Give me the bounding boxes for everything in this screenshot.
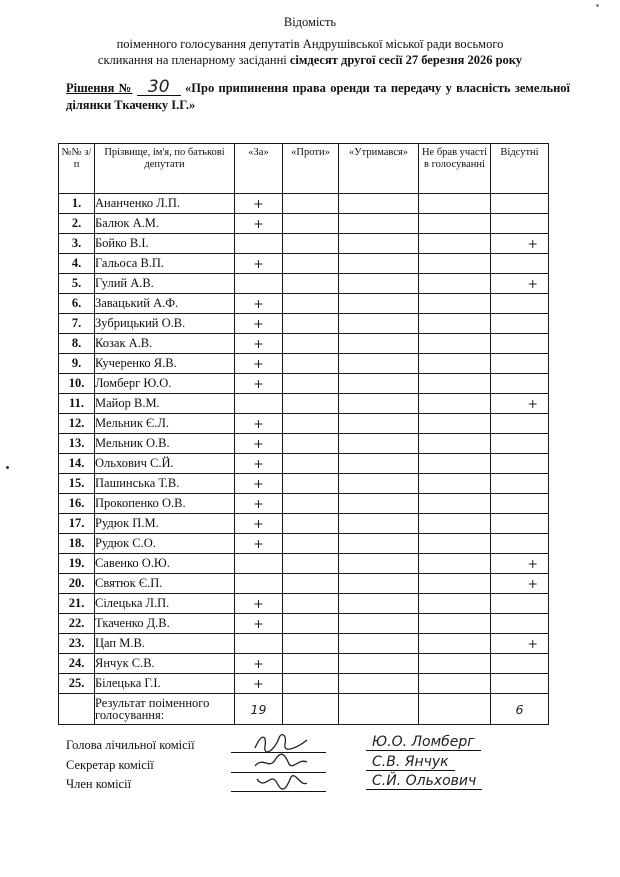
total-row	[59, 694, 549, 725]
vote-against-cell	[283, 254, 339, 274]
not-voted-cell	[419, 614, 491, 634]
document-title: Відомість	[283, 15, 337, 29]
not-voted-cell	[419, 194, 491, 214]
row-number: 16.	[59, 494, 95, 514]
table-row	[59, 454, 549, 474]
vote-for-mark: +	[235, 374, 283, 394]
absent-mark	[491, 494, 549, 514]
vote-against-cell	[283, 514, 339, 534]
table-row	[59, 374, 549, 394]
absent-mark	[491, 674, 549, 694]
absent-mark	[491, 594, 549, 614]
total-label: Результат поіменного голосування:	[95, 694, 235, 725]
absent-mark	[491, 354, 549, 374]
row-number: 25.	[59, 674, 95, 694]
absent-mark: +	[491, 574, 549, 594]
vote-against-cell	[283, 474, 339, 494]
row-number: 8.	[59, 334, 95, 354]
vote-abstained-cell	[339, 454, 419, 474]
vote-against-cell	[283, 594, 339, 614]
signature-name: С.В. Янчук	[366, 754, 455, 771]
total-empty-cell	[59, 694, 95, 725]
vote-for-mark	[235, 274, 283, 294]
vote-for-mark: +	[235, 454, 283, 474]
not-voted-cell	[419, 534, 491, 554]
vote-abstained-cell	[339, 634, 419, 654]
vote-for-mark: +	[235, 594, 283, 614]
col-header-against: «Проти»	[283, 144, 339, 194]
not-voted-cell	[419, 234, 491, 254]
deputy-name: Балюк А.М.	[95, 214, 235, 234]
table-row	[59, 654, 549, 674]
vote-abstained-cell	[339, 294, 419, 314]
absent-mark	[491, 414, 549, 434]
table-row	[59, 314, 549, 334]
table-row	[59, 534, 549, 554]
deputy-name: Савенко О.Ю.	[95, 554, 235, 574]
signature-row-secretary	[66, 754, 566, 776]
not-voted-cell	[419, 334, 491, 354]
not-voted-cell	[419, 374, 491, 394]
vote-for-mark	[235, 394, 283, 414]
vote-against-cell	[283, 554, 339, 574]
vote-for-mark: +	[235, 474, 283, 494]
table-row	[59, 574, 549, 594]
table-row	[59, 594, 549, 614]
vote-against-cell	[283, 654, 339, 674]
signature-role: Член комісії	[66, 777, 132, 791]
table-row	[59, 474, 549, 494]
signature-role: Голова лічильної комісії	[66, 738, 195, 752]
total-not-voted	[419, 694, 491, 725]
row-number: 5.	[59, 274, 95, 294]
deputy-name: Ломберг Ю.О.	[95, 374, 235, 394]
vote-against-cell	[283, 274, 339, 294]
vote-abstained-cell	[339, 394, 419, 414]
table-row	[59, 354, 549, 374]
not-voted-cell	[419, 474, 491, 494]
row-number: 13.	[59, 434, 95, 454]
not-voted-cell	[419, 674, 491, 694]
row-number: 3.	[59, 234, 95, 254]
deputy-name: Гулий А.В.	[95, 274, 235, 294]
vote-against-cell	[283, 374, 339, 394]
deputy-name: Янчук С.В.	[95, 654, 235, 674]
table-row	[59, 194, 549, 214]
absent-mark	[491, 374, 549, 394]
absent-mark	[491, 654, 549, 674]
vote-against-cell	[283, 574, 339, 594]
row-number: 17.	[59, 514, 95, 534]
vote-against-cell	[283, 494, 339, 514]
vote-against-cell	[283, 314, 339, 334]
deputy-name: Мельник О.В.	[95, 434, 235, 454]
not-voted-cell	[419, 554, 491, 574]
absent-mark: +	[491, 554, 549, 574]
scan-speck	[6, 466, 9, 469]
signature-name: Ю.О. Ломберг	[366, 734, 481, 751]
decision-title: «Про припинення права оренди та передачу у власність земельної ділянки Ткаченку І.Г.»	[66, 81, 571, 112]
vote-against-cell	[283, 534, 339, 554]
not-voted-cell	[419, 594, 491, 614]
absent-mark	[491, 194, 549, 214]
signature-scribble	[251, 769, 311, 793]
not-voted-cell	[419, 314, 491, 334]
session-date: сімдесят другої сесії 27 березня 2026 року	[289, 53, 523, 67]
absent-mark	[491, 314, 549, 334]
table-row	[59, 494, 549, 514]
deputy-name: Кучеренко Я.В.	[95, 354, 235, 374]
vote-against-cell	[283, 234, 339, 254]
vote-for-mark: +	[235, 494, 283, 514]
vote-for-mark: +	[235, 294, 283, 314]
table-row	[59, 394, 549, 414]
deputy-name: Майор В.М.	[95, 394, 235, 414]
col-header-number: №№ з/п	[59, 144, 95, 194]
not-voted-cell	[419, 394, 491, 414]
absent-mark	[491, 474, 549, 494]
deputy-name: Ольхович С.Й.	[95, 454, 235, 474]
deputy-name: Пашинська Т.В.	[95, 474, 235, 494]
not-voted-cell	[419, 454, 491, 474]
absent-mark	[491, 454, 549, 474]
deputy-name: Козак А.В.	[95, 334, 235, 354]
session-line-start: скликання на пленарному засіданні	[97, 53, 290, 67]
absent-mark: +	[491, 394, 549, 414]
table-row	[59, 294, 549, 314]
deputy-name: Завацький А.Ф.	[95, 294, 235, 314]
absent-mark	[491, 534, 549, 554]
vote-for-mark: +	[235, 314, 283, 334]
vote-against-cell	[283, 614, 339, 634]
table-row	[59, 334, 549, 354]
vote-for-mark: +	[235, 514, 283, 534]
vote-against-cell	[283, 394, 339, 414]
not-voted-cell	[419, 254, 491, 274]
row-number: 4.	[59, 254, 95, 274]
vote-against-cell	[283, 194, 339, 214]
vote-table-header	[59, 144, 549, 194]
not-voted-cell	[419, 354, 491, 374]
vote-for-mark: +	[235, 674, 283, 694]
deputy-name: Бойко В.І.	[95, 234, 235, 254]
vote-for-mark: +	[235, 214, 283, 234]
row-number: 9.	[59, 354, 95, 374]
not-voted-cell	[419, 274, 491, 294]
deputy-name: Мельник Є.Л.	[95, 414, 235, 434]
not-voted-cell	[419, 214, 491, 234]
vote-against-cell	[283, 334, 339, 354]
absent-mark: +	[491, 234, 549, 254]
col-header-abstained: «Утримався»	[339, 144, 419, 194]
vote-for-mark: +	[235, 334, 283, 354]
table-row	[59, 634, 549, 654]
vote-for-mark	[235, 574, 283, 594]
table-row	[59, 554, 549, 574]
vote-table	[58, 143, 549, 725]
absent-mark	[491, 514, 549, 534]
total-for: 19	[235, 694, 283, 725]
col-header-for: «За»	[235, 144, 283, 194]
deputy-name: Прокопенко О.В.	[95, 494, 235, 514]
row-number: 1.	[59, 194, 95, 214]
total-abstained	[339, 694, 419, 725]
signature-name: С.Й. Ольхович	[366, 773, 482, 790]
vote-abstained-cell	[339, 574, 419, 594]
table-row	[59, 514, 549, 534]
deputy-name: Рудюк П.М.	[95, 514, 235, 534]
absent-mark	[491, 434, 549, 454]
signature-row-member	[66, 773, 566, 795]
vote-abstained-cell	[339, 334, 419, 354]
deputy-name: Сілецька Л.П.	[95, 594, 235, 614]
vote-abstained-cell	[339, 254, 419, 274]
decision-label: Рішення №	[66, 81, 133, 95]
vote-abstained-cell	[339, 514, 419, 534]
decision-number: 30	[137, 80, 181, 96]
deputy-name: Зубрицький О.В.	[95, 314, 235, 334]
vote-abstained-cell	[339, 654, 419, 674]
row-number: 12.	[59, 414, 95, 434]
signature-row-chair	[66, 734, 566, 756]
vote-for-mark: +	[235, 534, 283, 554]
row-number: 23.	[59, 634, 95, 654]
col-header-name: Прізвище, ім'я, по батькові депутати	[95, 144, 235, 194]
vote-abstained-cell	[339, 434, 419, 454]
not-voted-cell	[419, 494, 491, 514]
table-row	[59, 674, 549, 694]
vote-abstained-cell	[339, 674, 419, 694]
col-header-not-voted: Не брав участі в голосуванні	[419, 144, 491, 194]
vote-for-mark	[235, 554, 283, 574]
vote-against-cell	[283, 454, 339, 474]
document-subtitle: поіменного голосування депутатів Андрушівської міської ради восьмого	[116, 37, 504, 51]
table-row	[59, 214, 549, 234]
vote-against-cell	[283, 294, 339, 314]
deputy-name: Рудюк С.О.	[95, 534, 235, 554]
vote-abstained-cell	[339, 474, 419, 494]
absent-mark	[491, 214, 549, 234]
vote-for-mark: +	[235, 654, 283, 674]
decision-heading	[66, 77, 571, 114]
vote-against-cell	[283, 434, 339, 454]
table-row	[59, 414, 549, 434]
row-number: 10.	[59, 374, 95, 394]
vote-for-mark: +	[235, 194, 283, 214]
table-row	[59, 434, 549, 454]
vote-abstained-cell	[339, 494, 419, 514]
not-voted-cell	[419, 634, 491, 654]
not-voted-cell	[419, 574, 491, 594]
row-number: 22.	[59, 614, 95, 634]
signature-role: Секретар комісії	[66, 758, 154, 772]
table-row	[59, 234, 549, 254]
row-number: 7.	[59, 314, 95, 334]
absent-mark	[491, 334, 549, 354]
row-number: 21.	[59, 594, 95, 614]
absent-mark	[491, 614, 549, 634]
vote-for-mark: +	[235, 354, 283, 374]
vote-against-cell	[283, 634, 339, 654]
vote-abstained-cell	[339, 614, 419, 634]
vote-against-cell	[283, 214, 339, 234]
absent-mark	[491, 254, 549, 274]
col-header-absent: Відсутні	[491, 144, 549, 194]
vote-for-mark: +	[235, 614, 283, 634]
vote-abstained-cell	[339, 594, 419, 614]
scan-speck	[596, 4, 599, 7]
table-row	[59, 254, 549, 274]
row-number: 19.	[59, 554, 95, 574]
vote-for-mark: +	[235, 254, 283, 274]
vote-for-mark	[235, 634, 283, 654]
deputy-name: Ананченко Л.П.	[95, 194, 235, 214]
row-number: 15.	[59, 474, 95, 494]
absent-mark	[491, 294, 549, 314]
vote-abstained-cell	[339, 414, 419, 434]
deputy-name: Цап М.В.	[95, 634, 235, 654]
total-absent: 6	[491, 694, 549, 725]
vote-against-cell	[283, 674, 339, 694]
row-number: 14.	[59, 454, 95, 474]
row-number: 6.	[59, 294, 95, 314]
absent-mark: +	[491, 274, 549, 294]
not-voted-cell	[419, 414, 491, 434]
not-voted-cell	[419, 654, 491, 674]
vote-against-cell	[283, 414, 339, 434]
vote-abstained-cell	[339, 234, 419, 254]
total-against	[283, 694, 339, 725]
absent-mark: +	[491, 634, 549, 654]
vote-abstained-cell	[339, 354, 419, 374]
vote-abstained-cell	[339, 314, 419, 334]
vote-for-mark: +	[235, 414, 283, 434]
not-voted-cell	[419, 434, 491, 454]
vote-for-mark: +	[235, 434, 283, 454]
deputy-name: Ткаченко Д.В.	[95, 614, 235, 634]
table-row	[59, 274, 549, 294]
vote-against-cell	[283, 354, 339, 374]
vote-abstained-cell	[339, 374, 419, 394]
table-row	[59, 614, 549, 634]
row-number: 2.	[59, 214, 95, 234]
row-number: 11.	[59, 394, 95, 414]
vote-abstained-cell	[339, 554, 419, 574]
deputy-name: Білецька Г.І.	[95, 674, 235, 694]
row-number: 24.	[59, 654, 95, 674]
vote-abstained-cell	[339, 194, 419, 214]
vote-for-mark	[235, 234, 283, 254]
vote-abstained-cell	[339, 274, 419, 294]
deputy-name: Гальоса В.П.	[95, 254, 235, 274]
not-voted-cell	[419, 514, 491, 534]
vote-abstained-cell	[339, 214, 419, 234]
not-voted-cell	[419, 294, 491, 314]
vote-abstained-cell	[339, 534, 419, 554]
row-number: 20.	[59, 574, 95, 594]
document-session-line	[0, 52, 620, 68]
deputy-name: Святюк Є.П.	[95, 574, 235, 594]
row-number: 18.	[59, 534, 95, 554]
